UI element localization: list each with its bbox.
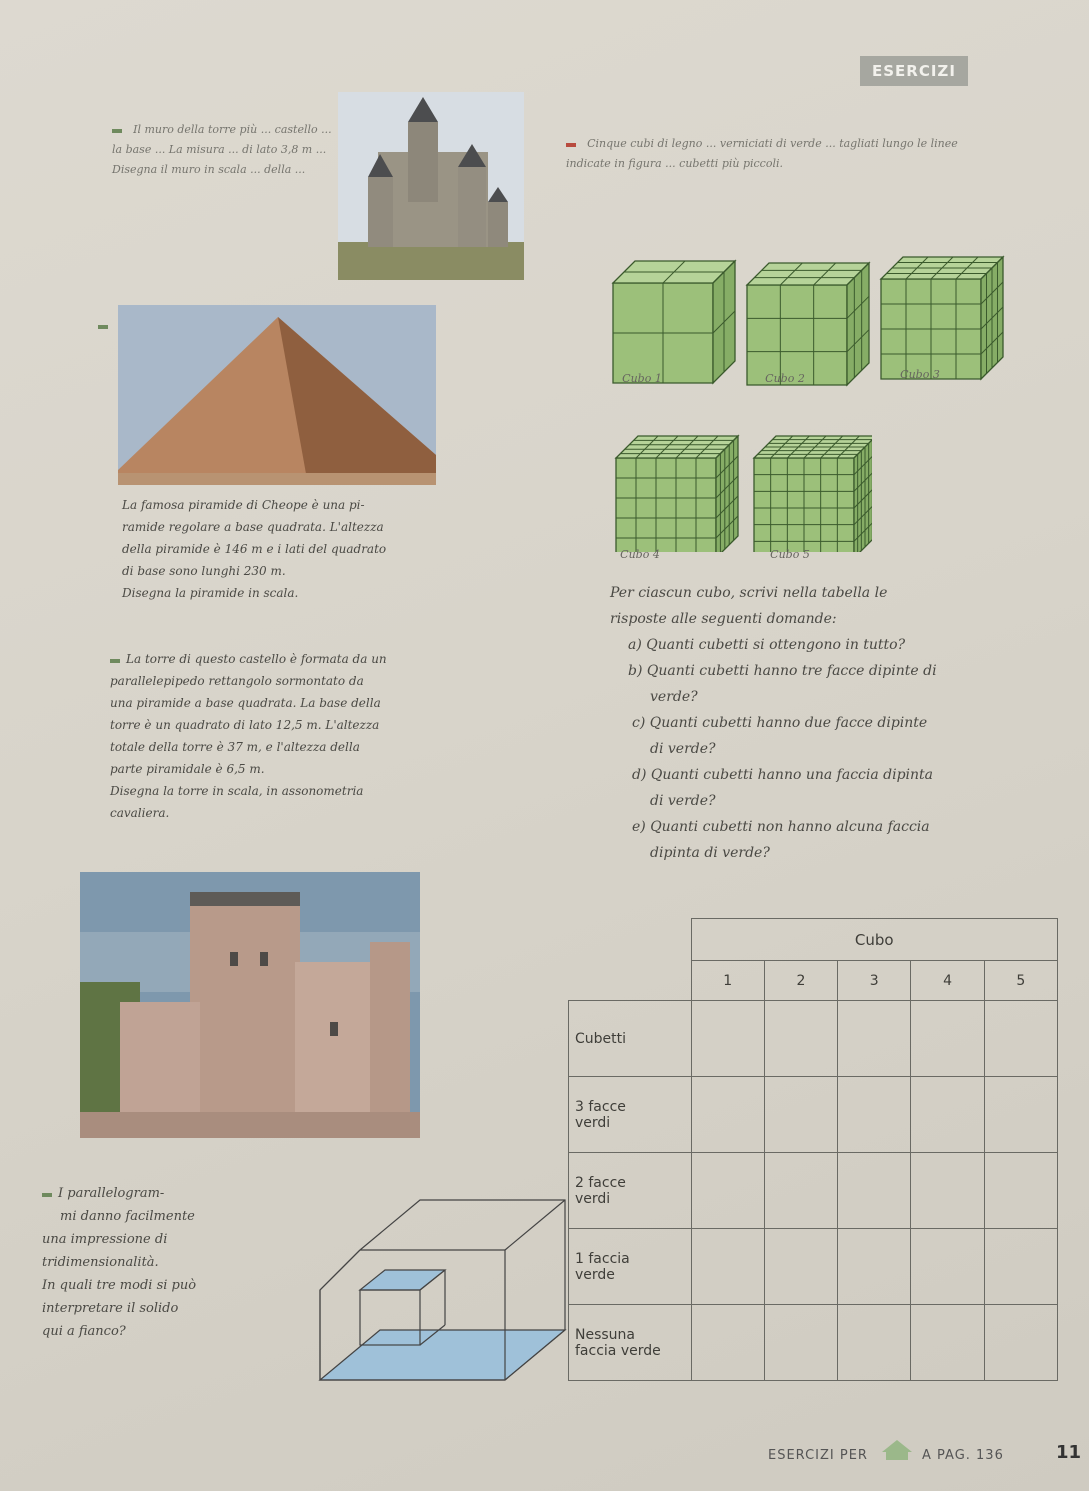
table-row bbox=[569, 1001, 1058, 1077]
cube-label: Cubo 2 bbox=[765, 372, 805, 385]
answer-cell[interactable] bbox=[911, 1077, 984, 1153]
row-label-line: verdi bbox=[575, 1114, 611, 1131]
question-b: b) Quanti cubetti hanno tre facce dipinte di bbox=[628, 663, 937, 679]
cube-label: Cubo 4 bbox=[620, 548, 660, 561]
question-c: c) Quanti cubetti hanno due facce dipinte bbox=[632, 715, 928, 731]
answer-cell[interactable] bbox=[691, 1077, 764, 1153]
answer-cell[interactable] bbox=[691, 1305, 764, 1381]
answer-cell[interactable] bbox=[838, 1305, 911, 1381]
pyramid-line: Disegna la piramide in scala. bbox=[122, 586, 299, 600]
question-intro: Per ciascun cubo, scrivi nella tabella le bbox=[610, 585, 888, 601]
table-row bbox=[569, 1305, 1058, 1381]
tower-line: cavaliera. bbox=[110, 806, 170, 820]
tower-line: Disegna la torre in scala, in assonometria bbox=[110, 784, 364, 798]
subdivided-cube bbox=[613, 261, 735, 383]
exercise-number bbox=[112, 129, 122, 133]
exercise-number bbox=[110, 659, 120, 663]
answer-cell[interactable] bbox=[911, 1001, 984, 1077]
row-label-line: faccia verde bbox=[575, 1342, 661, 1359]
row-label bbox=[569, 1077, 692, 1153]
row-label-line: 3 facce bbox=[575, 1098, 626, 1115]
tower-line: parallelepipedo rettangolo sormontato da bbox=[110, 674, 364, 688]
cube-3-label bbox=[890, 368, 950, 381]
cube-label: Cubo 5 bbox=[770, 548, 810, 561]
answer-cell[interactable] bbox=[984, 1077, 1057, 1153]
cube-label: Cubo 1 bbox=[622, 372, 662, 385]
answer-cell[interactable] bbox=[911, 1153, 984, 1229]
answer-cell[interactable] bbox=[984, 1001, 1057, 1077]
tower-exercise bbox=[110, 648, 570, 824]
pyramid-line: di base sono lunghi 230 m. bbox=[122, 564, 286, 578]
subdivided-cube bbox=[754, 436, 872, 552]
row-label-line: 1 faccia bbox=[575, 1250, 630, 1267]
answer-cell[interactable] bbox=[764, 1001, 837, 1077]
para-line: qui a fianco? bbox=[42, 1324, 126, 1339]
cubes-row-2 bbox=[612, 432, 872, 556]
footer-text: ESERCIZI PER bbox=[768, 1448, 868, 1463]
para-line: una impressione di bbox=[42, 1232, 168, 1247]
question-d-cont: di verde? bbox=[650, 793, 716, 809]
table-row bbox=[569, 1229, 1058, 1305]
answer-cell[interactable] bbox=[911, 1305, 984, 1381]
castle-photo bbox=[338, 92, 524, 280]
para-line: I parallelogram- bbox=[58, 1186, 165, 1201]
cube-2-label bbox=[755, 372, 815, 385]
question-intro: risposte alle seguenti domande: bbox=[610, 611, 837, 627]
answer-cell[interactable] bbox=[691, 1229, 764, 1305]
row-label-line: Nessuna bbox=[575, 1326, 635, 1343]
row-label-line: 2 facce bbox=[575, 1174, 626, 1191]
answer-cell[interactable] bbox=[764, 1305, 837, 1381]
column-header: 4 bbox=[911, 961, 984, 1001]
exercise-number bbox=[42, 1193, 52, 1197]
cube-5-label bbox=[760, 548, 820, 561]
table-row bbox=[569, 1077, 1058, 1153]
subdivided-cube bbox=[881, 257, 1003, 379]
question-d: d) Quanti cubetti hanno una faccia dipinta bbox=[632, 767, 934, 783]
answers-table bbox=[568, 918, 1058, 1381]
parallelograms-exercise bbox=[42, 1182, 332, 1343]
cube-4-label bbox=[610, 548, 670, 561]
column-header: 5 bbox=[984, 961, 1057, 1001]
column-header: 1 bbox=[691, 961, 764, 1001]
tower-line: torre è un quadrato di lato 12,5 m. L'altezza bbox=[110, 718, 380, 732]
row-label bbox=[569, 1305, 692, 1381]
subdivided-cube bbox=[616, 436, 738, 552]
answer-cell[interactable] bbox=[764, 1077, 837, 1153]
section-badge: ESERCIZI bbox=[860, 56, 968, 86]
question-b-cont: verde? bbox=[650, 689, 698, 705]
question-e-cont: dipinta di verde? bbox=[650, 845, 770, 861]
answer-cell[interactable] bbox=[691, 1153, 764, 1229]
pyramid-photo bbox=[118, 305, 436, 485]
cube-label: Cubo 3 bbox=[900, 368, 940, 381]
cubes-intro-text: Cinque cubi di legno ... verniciati di verde ... tagliati lungo le linee indicate in figura ... cubetti più piccoli. bbox=[566, 137, 958, 170]
exercise-number-marker bbox=[98, 314, 114, 333]
exercise-castle-wall bbox=[112, 118, 332, 178]
table-header-cubo: Cubo bbox=[691, 919, 1058, 961]
cubes-questions bbox=[610, 580, 1080, 866]
answer-cell[interactable] bbox=[984, 1153, 1057, 1229]
tower-line: totale della torre è 37 m, e l'altezza della bbox=[110, 740, 360, 754]
answer-cell[interactable] bbox=[984, 1305, 1057, 1381]
para-line: In quali tre modi si può bbox=[42, 1278, 197, 1293]
answer-cell[interactable] bbox=[691, 1001, 764, 1077]
ambiguous-solid-figure bbox=[300, 1180, 570, 1404]
cubes-exercise-intro bbox=[566, 132, 996, 172]
tower-castle-photo bbox=[80, 872, 420, 1138]
column-header: 3 bbox=[838, 961, 911, 1001]
question-c-cont: di verde? bbox=[650, 741, 716, 757]
tower-line: parte piramidale è 6,5 m. bbox=[110, 762, 265, 776]
pyramid-line: ramide regolare a base quadrata. L'altezza bbox=[122, 520, 384, 534]
question-e: e) Quanti cubetti non hanno alcuna faccia bbox=[632, 819, 930, 835]
exercise-number bbox=[566, 143, 576, 147]
row-label bbox=[569, 1153, 692, 1229]
house-icon bbox=[880, 1438, 914, 1466]
row-label-line: verdi bbox=[575, 1190, 611, 1207]
table-corner bbox=[569, 919, 692, 1001]
para-line: tridimensionalità. bbox=[42, 1255, 159, 1270]
footer-page-ref: A PAG. 136 bbox=[922, 1448, 1004, 1463]
row-label-line: Cubetti bbox=[575, 1030, 627, 1047]
answer-cell[interactable] bbox=[911, 1229, 984, 1305]
answer-cell[interactable] bbox=[838, 1153, 911, 1229]
row-label bbox=[569, 1229, 692, 1305]
para-line: mi danno facilmente bbox=[60, 1209, 195, 1224]
subdivided-cube bbox=[747, 263, 869, 385]
question-a: a) Quanti cubetti si ottengono in tutto? bbox=[628, 637, 906, 653]
exercise-text: Il muro della torre più ... castello ... la base ... La misura ... di lato 3,8 m ... Disegna il muro in scala ... della ... bbox=[112, 123, 332, 176]
answer-cell[interactable] bbox=[764, 1229, 837, 1305]
row-label bbox=[569, 1001, 692, 1077]
answer-cell[interactable] bbox=[838, 1001, 911, 1077]
answer-cell[interactable] bbox=[838, 1077, 911, 1153]
para-line: interpretare il solido bbox=[42, 1301, 179, 1316]
tower-line: La torre di questo castello è formata da un bbox=[126, 652, 387, 666]
cube-1-label bbox=[612, 372, 672, 385]
tower-line: una piramide a base quadrata. La base della bbox=[110, 696, 381, 710]
page-number: 11 bbox=[1056, 1442, 1082, 1463]
table-row bbox=[569, 1153, 1058, 1229]
answer-cell[interactable] bbox=[838, 1229, 911, 1305]
pyramid-line: della piramide è 146 m e i lati del quadrato bbox=[122, 542, 387, 556]
pyramid-exercise-text bbox=[122, 494, 562, 604]
pyramid-line: La famosa piramide di Cheope è una pi- bbox=[122, 498, 365, 512]
answer-cell[interactable] bbox=[764, 1153, 837, 1229]
row-label-line: verde bbox=[575, 1266, 615, 1283]
column-header: 2 bbox=[764, 961, 837, 1001]
answer-cell[interactable] bbox=[984, 1229, 1057, 1305]
